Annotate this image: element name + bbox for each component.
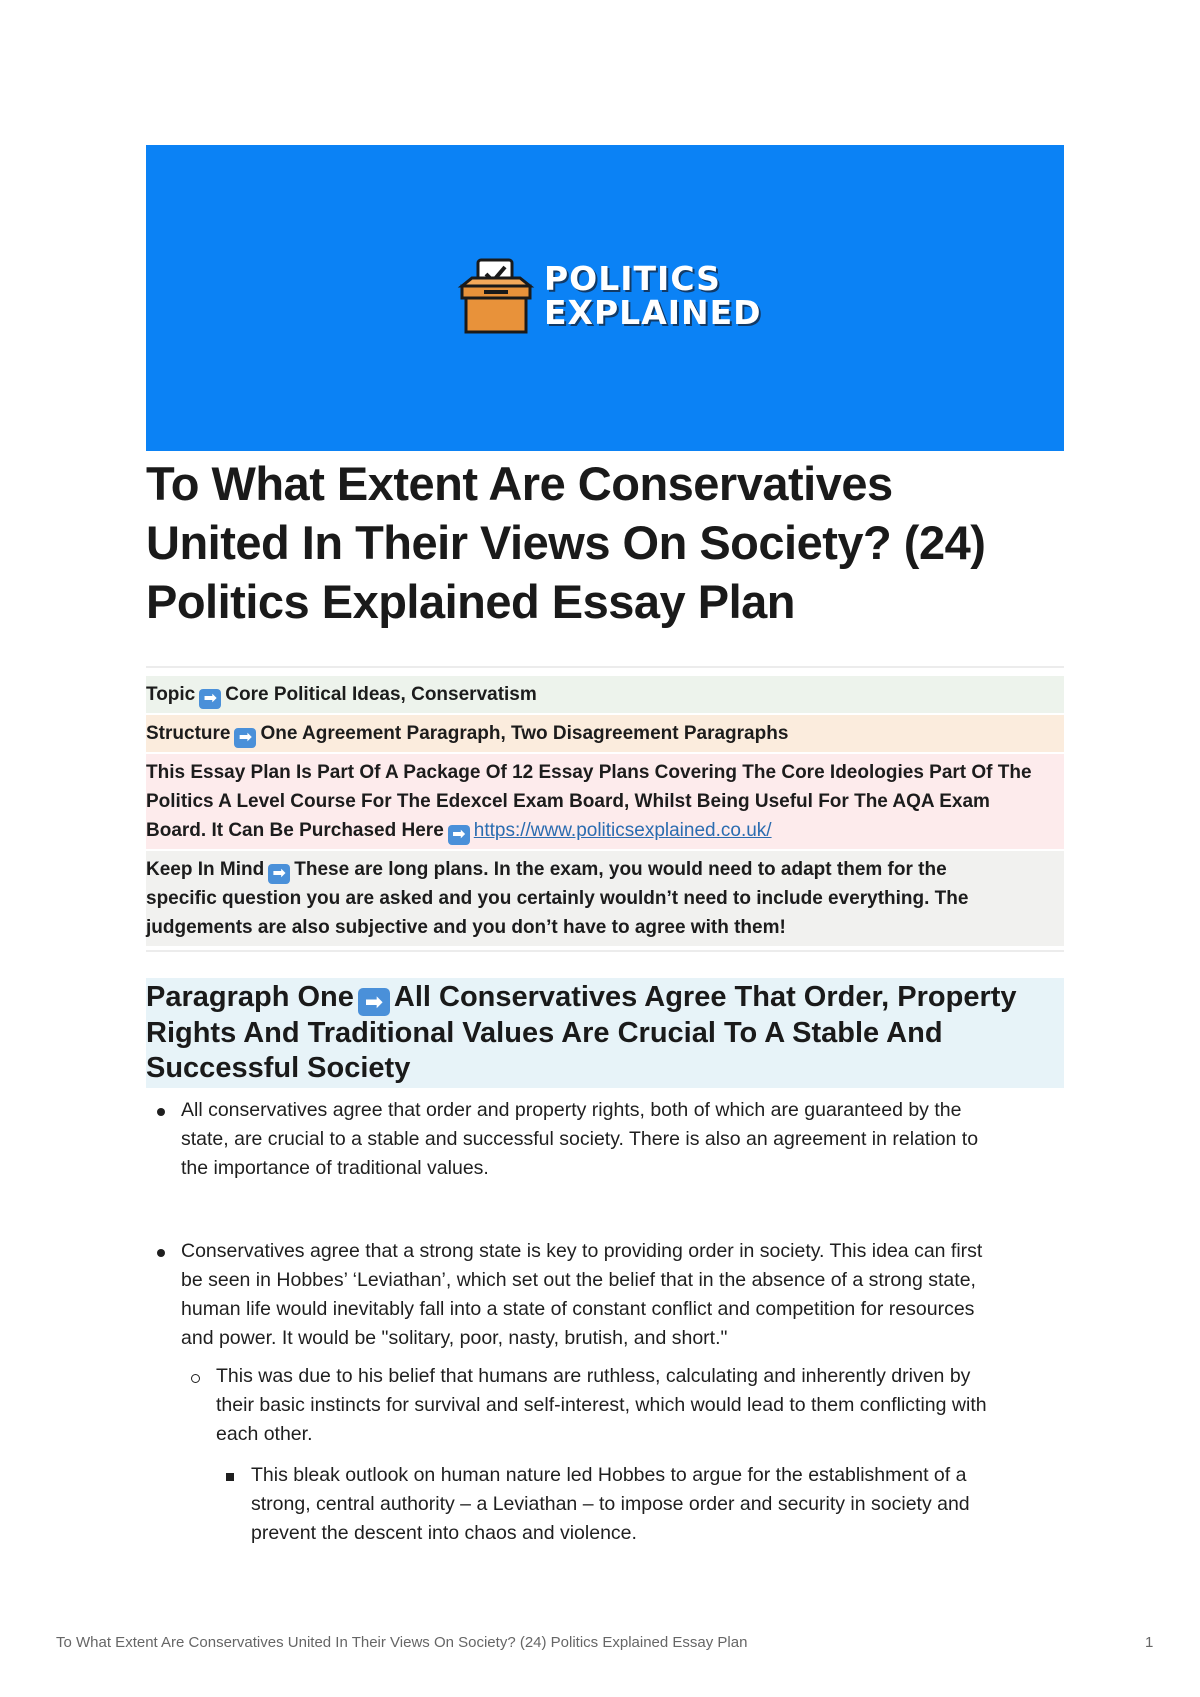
list-item-line: human life would inevitably fall into a state of constant conflict and competition for resources <box>181 1298 975 1320</box>
logo-line-2: EXPLAINED <box>544 293 762 332</box>
title-line-2: United In Their Views On Society? (24) <box>146 516 986 569</box>
logo <box>456 256 762 336</box>
page-title <box>146 454 1064 631</box>
ballot-box-icon <box>456 256 536 336</box>
list-item <box>181 1237 1061 1353</box>
topic-label: Topic <box>146 684 196 705</box>
divider <box>146 950 1064 952</box>
list-item-line: each other. <box>216 1423 313 1445</box>
logo-line-1: POLITICS <box>544 259 721 298</box>
structure-label: Structure <box>146 723 231 744</box>
arrow-icon: ➡ <box>448 825 470 845</box>
heading-line-3: Successful Society <box>146 1052 411 1084</box>
list-item-line: This bleak outlook on human nature led Hobbes to argue for the establishment of a <box>251 1464 967 1486</box>
keep-line-2: specific question you are asked and you certainly wouldn’t need to include everything. The <box>146 888 969 909</box>
list-item-line: and power. It would be "solitary, poor, nasty, brutish, and short." <box>181 1327 728 1349</box>
page-footer: To What Extent Are Conservatives United In Their Views On Society? (24) Politics Explained Essay Plan <box>56 1634 748 1651</box>
bullet-circle-icon <box>191 1374 200 1383</box>
keep-in-mind-callout <box>146 851 1064 946</box>
list-item-line: state, are crucial to a stable and successful society. There is also an agreement in relation to <box>181 1128 979 1150</box>
list-item <box>181 1096 1061 1183</box>
list-item-line: be seen in Hobbes’ ‘Leviathan’, which set out the belief that in the absence of a strong state, <box>181 1269 976 1291</box>
list-item-line: This was due to his belief that humans are ruthless, calculating and inherently driven by <box>216 1365 971 1387</box>
structure-value: One Agreement Paragraph, Two Disagreement Paragraphs <box>260 723 789 744</box>
title-line-3: Politics Explained Essay Plan <box>146 575 796 628</box>
package-line-1: This Essay Plan Is Part Of A Package Of 12 Essay Plans Covering The Core Ideologies Part Of The <box>146 762 1032 783</box>
bullet-dot-icon <box>157 1249 165 1257</box>
arrow-icon: ➡ <box>358 988 390 1016</box>
list-item-line: strong, central authority – a Leviathan – to impose order and security in society and <box>251 1493 970 1515</box>
purchase-link[interactable]: https://www.politicsexplained.co.uk/ <box>473 820 772 841</box>
package-line-3 <box>146 816 1062 845</box>
divider <box>146 666 1064 668</box>
package-callout <box>146 754 1064 849</box>
arrow-icon: ➡ <box>268 864 290 884</box>
list-item-line: Conservatives agree that a strong state is key to providing order in society. This idea can first <box>181 1240 983 1262</box>
heading-line-2: Rights And Traditional Values Are Crucial To A Stable And <box>146 1017 943 1049</box>
title-line-1: To What Extent Are Conservatives <box>146 457 893 510</box>
list-item-line: the importance of traditional values. <box>181 1157 489 1179</box>
list-item-line: their basic instincts for survival and self-interest, which would lead to them conflicting with <box>216 1394 987 1416</box>
arrow-icon: ➡ <box>199 689 221 709</box>
keep-line-1-text: These are long plans. In the exam, you would need to adapt them for the <box>294 859 947 880</box>
logo-text <box>544 259 762 332</box>
package-line-3-text: Board. It Can Be Purchased Here <box>146 820 444 841</box>
structure-callout <box>146 715 1064 752</box>
heading-label: Paragraph One <box>146 981 354 1013</box>
arrow-icon: ➡ <box>234 728 256 748</box>
keep-line-1 <box>146 855 1062 884</box>
topic-callout <box>146 676 1064 713</box>
paragraph-one-heading <box>146 978 1064 1088</box>
page-number: 1 <box>1145 1634 1154 1651</box>
keep-line-3: judgements are also subjective and you don’t have to agree with them! <box>146 917 786 938</box>
topic-value: Core Political Ideas, Conservatism <box>225 684 537 705</box>
heading-line-1-text: All Conservatives Agree That Order, Property <box>393 981 1017 1013</box>
list-item <box>216 1362 1061 1449</box>
bullet-dot-icon <box>157 1108 165 1116</box>
list-item-line: All conservatives agree that order and property rights, both of which are guaranteed by the <box>181 1099 962 1121</box>
list-item <box>251 1461 1061 1548</box>
package-line-2: Politics A Level Course For The Edexcel Exam Board, Whilst Being Useful For The AQA Exam <box>146 791 990 812</box>
keep-label: Keep In Mind <box>146 859 265 880</box>
list-item-line: prevent the descent into chaos and violence. <box>251 1522 637 1544</box>
heading-line-1 <box>146 980 1064 1016</box>
bullet-square-icon <box>226 1473 234 1481</box>
